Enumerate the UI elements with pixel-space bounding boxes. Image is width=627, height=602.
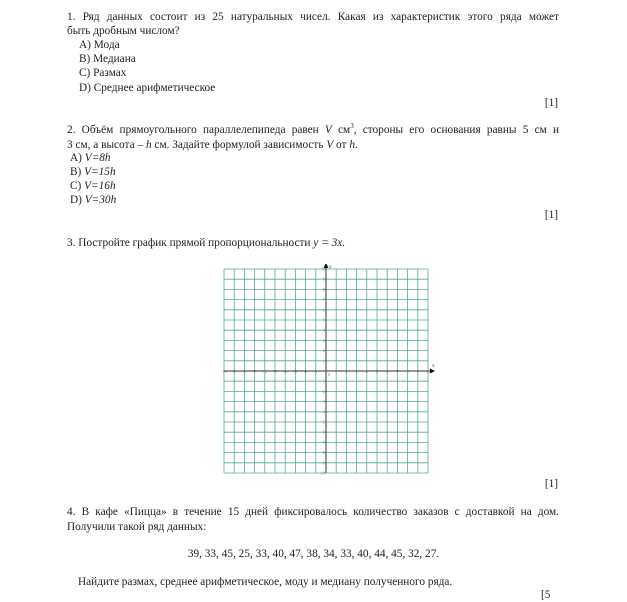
option-letter: C) xyxy=(70,180,82,192)
y-tick-label: -6 xyxy=(321,429,325,435)
q4-text-line2: Получили такой ряд данных: xyxy=(67,521,207,533)
x-tick-label: -1 xyxy=(314,369,318,374)
y-tick-label: -3 xyxy=(321,399,325,405)
option-formula: V=30h xyxy=(84,194,117,206)
q2-var-h: h xyxy=(145,139,152,151)
q4-mark: [5 xyxy=(541,589,551,601)
coordinate-grid xyxy=(218,264,438,480)
x-tick-label: -8 xyxy=(242,369,247,374)
q1-option-d: D) Среднее арифметическое xyxy=(79,82,216,94)
y-tick-label: 10 xyxy=(320,266,325,272)
q4-task: Найдите размах, среднее арифметическое, моду и медиану полученного ряда. xyxy=(78,576,453,588)
q4-text-line1: 4. В кафе «Пицца» в течение 15 дней фиксировалось количество заказов с доставкой на дом. xyxy=(67,506,559,518)
y-tick-label: -1 xyxy=(321,378,325,384)
y-tick-label: -7 xyxy=(321,439,325,445)
q3-formula: y = 3x. xyxy=(313,237,346,249)
x-tick-label: -10 xyxy=(221,369,227,374)
q2-mark: [1] xyxy=(544,209,558,221)
x-tick-label: -9 xyxy=(232,369,236,374)
origin-label: 0 xyxy=(328,372,331,377)
q2-text: , стороны его основания равны 5 см и xyxy=(353,124,559,136)
q2-text: . xyxy=(354,139,358,151)
y-tick-label: 2 xyxy=(322,348,325,354)
q1-mark: [1] xyxy=(544,97,558,109)
x-tick-label: -4 xyxy=(283,369,287,374)
q2-option-a xyxy=(70,152,111,165)
y-tick-label: 1 xyxy=(322,358,325,364)
q1-text-line1: 1. Ряд данных состоит из 25 натуральных чисел. Какая из характеристик этого ряда может xyxy=(67,11,559,23)
q2-var-h: h xyxy=(349,139,355,151)
y-tick-label: -4 xyxy=(321,409,325,415)
x-tick-label: 6 xyxy=(386,369,389,374)
q3-text-main: 3. Постройте график прямой пропорциональности xyxy=(67,237,314,249)
x-tick-label: 9 xyxy=(416,369,419,374)
y-tick-label: 9 xyxy=(322,276,325,282)
option-formula: V=8h xyxy=(84,152,111,164)
y-tick-label: -5 xyxy=(321,419,325,425)
q4-data-series: 39, 33, 45, 25, 33, 40, 47, 38, 34, 33, 40, 44, 45, 32, 27. xyxy=(187,548,440,560)
x-tick-label: -6 xyxy=(263,369,267,374)
q2-text-line1 xyxy=(67,124,559,137)
q2-option-b xyxy=(70,166,116,179)
y-tick-label: 7 xyxy=(322,297,325,303)
y-tick-label: -2 xyxy=(321,388,325,394)
x-tick-label: -5 xyxy=(273,369,277,374)
q2-var-v: V xyxy=(326,139,334,151)
option-formula: V=16h xyxy=(84,180,116,192)
q1-text-line2: быть дробным числом? xyxy=(67,25,180,37)
x-tick-label: -2 xyxy=(303,369,308,374)
q2-option-c xyxy=(70,180,116,193)
q2-text: от xyxy=(333,139,350,151)
q2-var-v: V xyxy=(324,124,332,136)
y-tick-label: 8 xyxy=(322,286,325,292)
q2-text: 3 см, а высота – xyxy=(67,139,146,151)
q2-exp: 3 xyxy=(350,122,354,130)
y-axis-label: y xyxy=(329,265,332,270)
x-tick-label: 1 xyxy=(335,369,338,374)
x-tick-label: 8 xyxy=(406,369,409,374)
x-tick-label: 3 xyxy=(355,369,358,374)
q2-text: 2. Объём прямоугольного параллелепипеда равен xyxy=(67,124,325,136)
x-tick-label: 10 xyxy=(425,369,431,374)
y-tick-label: -8 xyxy=(321,450,325,456)
y-tick-label: 4 xyxy=(322,327,325,333)
x-axis-label: x xyxy=(432,364,435,369)
y-tick-label: -10 xyxy=(319,470,325,476)
y-tick-label: 3 xyxy=(322,337,325,343)
q3-text xyxy=(67,237,345,250)
q1-option-a: A) Мода xyxy=(79,39,120,51)
q2-unit: см xyxy=(331,124,351,136)
option-formula: V=15h xyxy=(84,166,116,178)
x-tick-label: 5 xyxy=(375,369,379,374)
q1-option-c: C) Размах xyxy=(79,67,127,79)
x-tick-label: -3 xyxy=(293,369,298,374)
x-tick-label: 7 xyxy=(396,369,399,374)
option-letter: B) xyxy=(70,166,82,178)
q3-mark: [1] xyxy=(544,478,558,490)
q2-option-d xyxy=(70,194,116,207)
option-letter: D) xyxy=(70,194,82,206)
x-tick-label: 4 xyxy=(365,369,368,374)
q1-option-b: B) Медиана xyxy=(79,53,136,65)
q2-text-line2 xyxy=(67,139,358,152)
x-axis-arrow-icon xyxy=(430,369,435,374)
y-tick-label: 6 xyxy=(322,307,325,313)
q2-text: см. Задайте формулой зависимость xyxy=(151,139,327,151)
x-tick-label: -7 xyxy=(252,369,257,374)
y-tick-label: 5 xyxy=(322,317,325,323)
x-tick-label: 2 xyxy=(345,369,348,374)
option-letter: A) xyxy=(70,152,82,164)
y-tick-label: -9 xyxy=(321,460,325,466)
